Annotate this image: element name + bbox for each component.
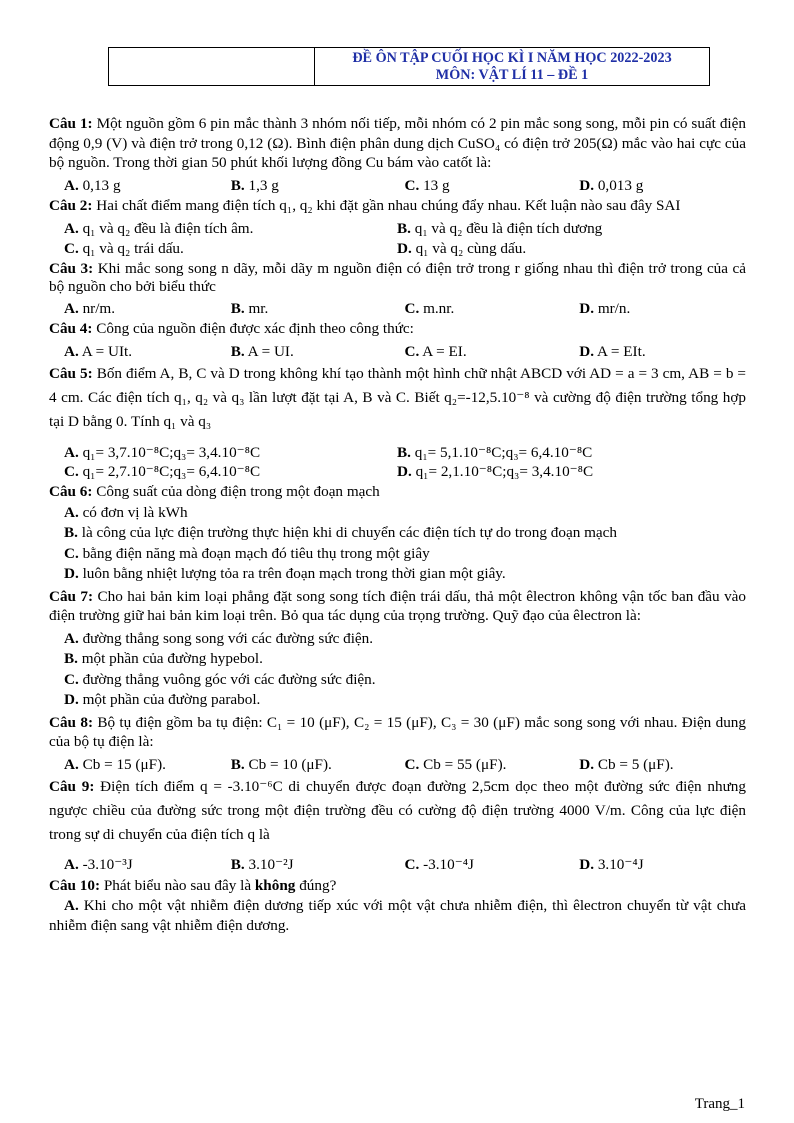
- answers-3: [49, 299, 746, 319]
- answers-4: [49, 342, 746, 362]
- answer-c: C. A = EI.: [404, 342, 467, 360]
- question-3: [49, 260, 746, 296]
- answers-5-row1: [49, 444, 746, 462]
- answers-9: [49, 855, 746, 875]
- answer-d: D. 0,013 g: [579, 176, 644, 194]
- header-table: [108, 47, 710, 86]
- question-label: Câu 8:: [49, 713, 93, 731]
- answer-b: B. 1,3 g: [230, 176, 279, 194]
- header-title-cell: [315, 48, 709, 85]
- answer-b: B. mr.: [230, 299, 269, 317]
- question-7: [49, 587, 746, 626]
- page-number: Trang_1: [694, 1096, 745, 1112]
- answer-c: C. đường thẳng vuông góc với các đường sức điện.: [64, 670, 376, 688]
- answer-a: A. nr/m.: [64, 299, 116, 317]
- question-text: Điện tích điểm q = -3.10⁻⁶C di chuyển được đoạn đường 2,5cm dọc theo một đường sức điện nhưng ngược chiều của đường sức trong một điện trường đều có cường độ điện trường 4000 V/m. Công của lực điện trong sự di chuyển của điện tích q là: [49, 778, 746, 843]
- question-label: Câu 1:: [49, 115, 93, 132]
- answer-a: A. Khi cho một vật nhiễm điện dương tiếp xúc với một vật chưa nhiễm điện, thì êlectron chuyển từ vật chưa nhiễm điện sang vật nhiễm điện dương.: [49, 897, 746, 934]
- answers-1: [49, 176, 746, 196]
- answer-d: D. q₁ và q₂ cùng dấu.: [397, 240, 527, 257]
- question-5: [49, 362, 746, 434]
- answer-c: C. -3.10⁻⁴J: [404, 856, 474, 873]
- answer-a: A. có đơn vị là kWh: [64, 503, 188, 521]
- answer-b: B. là công của lực điện trường thực hiện khi di chuyển các điện tích tự do trong đoạn mạch: [64, 524, 617, 541]
- question-9: [49, 775, 746, 847]
- question-label: Câu 5:: [49, 365, 93, 382]
- answer-a: A. Cb = 15 (μF).: [64, 755, 166, 773]
- answer-b: B. Cb = 10 (μF).: [230, 755, 332, 773]
- question-text: Công của nguồn điện được xác định theo công thức:: [96, 320, 414, 337]
- answer-b: B. một phần của đường hypebol.: [64, 650, 263, 667]
- question-10: Câu 10: Phát biểu nào sau đây là không đúng?: [49, 876, 337, 894]
- question-label: Câu 9:: [49, 778, 95, 795]
- answer-b: B. A = UI.: [230, 342, 294, 360]
- question-8: [49, 713, 746, 752]
- question-text: Bốn điểm A, B, C và D trong không khí tạo thành một hình chữ nhật ABCD với AD = a = 3 cm, AB = b = 4 cm. Các điện tích q₁, q₂ và q₃ lần lượt đặt tại A, B và C. Biết q₂=-12,5.10⁻⁸ và cường độ điện trường tổng hợp tại D bằng 0. Tính q₁ và q₃: [49, 365, 746, 430]
- answer-d: D. Cb = 5 (μF).: [579, 755, 674, 773]
- question-label: Câu 7:: [49, 587, 94, 605]
- answers-2-row1: [49, 219, 746, 239]
- answer-c: C. m.nr.: [404, 299, 455, 317]
- answer-a: A. A = UIt.: [64, 342, 133, 360]
- answer-d: D. 3.10⁻⁴J: [579, 856, 644, 873]
- answers-2-row2: [49, 239, 746, 259]
- answer-a: A. q₁= 3,7.10⁻⁸C;q₃= 3,4.10⁻⁸C: [64, 444, 261, 461]
- answer-c: C. q₁ và q₂ trái dấu.: [64, 240, 184, 257]
- question-label: Câu 6:: [49, 483, 93, 500]
- header-empty-cell: [109, 48, 315, 85]
- question-label: Câu 4:: [49, 320, 93, 337]
- question-1: [49, 114, 746, 173]
- question-label: Câu 2:: [49, 197, 93, 214]
- answer-d: D. A = EIt.: [579, 342, 646, 360]
- answer-c: C. 13 g: [404, 176, 450, 194]
- question-label: Câu 10:: [49, 876, 101, 894]
- question-text: Cho hai bản kim loại phẳng đặt song song tích điện trái dấu, thả một êlectron không vận tốc ban đầu vào điện trường giữ hai bản kim loại trên. Bỏ qua tác dụng của trọng trường. Quỹ đạo của êlectron là:: [49, 587, 746, 624]
- answer-d: D. một phần của đường parabol.: [64, 691, 261, 708]
- question-text: Công suất của dòng điện trong một đoạn mạch: [96, 483, 380, 500]
- question-6: [49, 482, 746, 502]
- answer-b: B. 3.10⁻²J: [230, 856, 294, 873]
- document-body: [49, 114, 746, 938]
- answer-c: C. q₁= 2,7.10⁻⁸C;q₃= 6,4.10⁻⁸C: [64, 463, 261, 480]
- question-4: [49, 319, 746, 339]
- question-text: Khi mắc song song n dãy, mỗi dãy m nguồn điện có điện trở trong r giống nhau thì điện trở trong của cả bộ nguồn cho bởi biểu thức: [49, 259, 747, 295]
- subject-title: MÔN: VẬT LÍ 11 – ĐỀ 1: [435, 66, 589, 83]
- answer-a: A. đường thẳng song song với các đường sức điện.: [64, 629, 374, 647]
- answers-5-row2: [49, 463, 746, 481]
- answer-a: A. q₁ và q₂ đều là điện tích âm.: [64, 219, 254, 237]
- answer-a: A. 0,13 g: [64, 176, 121, 194]
- question-label: Câu 3:: [49, 259, 94, 277]
- answer-b: B. q₁ và q₂ đều là điện tích dương: [397, 219, 603, 237]
- answer-c: C. Cb = 55 (μF).: [404, 755, 507, 773]
- exam-title: ĐỀ ÔN TẬP CUỐI HỌC KÌ I NĂM HỌC 2022-2023: [352, 49, 672, 66]
- question-2: [49, 196, 746, 216]
- answers-8: [49, 755, 746, 775]
- answer-b: B. q₁= 5,1.10⁻⁸C;q₃= 6,4.10⁻⁸C: [397, 444, 593, 461]
- question-text: Một nguồn gồm 6 pin mắc thành 3 nhóm nối tiếp, mỗi nhóm có 2 pin mắc song song, mỗi pin có suất điện động 0,9 (V) và điện trở trong 0,12 (Ω). Bình điện phân dung dịch CuSO₄ có điện trở 205(Ω) mắc vào hai cực của bộ nguồn. Trong thời gian 50 phút khối lượng đồng Cu bám vào catốt là:: [49, 115, 746, 171]
- question-text: Bộ tụ điện gồm ba tụ điện: C₁ = 10 (μF), C₂ = 15 (μF), C₃ = 30 (μF) mắc song song với nhau. Điện dung của bộ tụ điện là:: [49, 713, 746, 750]
- answer-c: C. bằng điện năng mà đoạn mạch đó tiêu thụ trong một giây: [64, 544, 430, 562]
- answer-d: D. mr/n.: [579, 299, 631, 317]
- question-text: Hai chất điểm mang điện tích q₁, q₂ khi đặt gần nhau chúng đẩy nhau. Kết luận nào sau đây SAI: [96, 197, 681, 214]
- answer-a: A. -3.10⁻³J: [64, 856, 133, 873]
- answer-d: D. q₁= 2,1.10⁻⁸C;q₃= 3,4.10⁻⁸C: [397, 463, 594, 480]
- answer-d: D. luôn bằng nhiệt lượng tỏa ra trên đoạn mạch trong thời gian một giây.: [64, 565, 506, 582]
